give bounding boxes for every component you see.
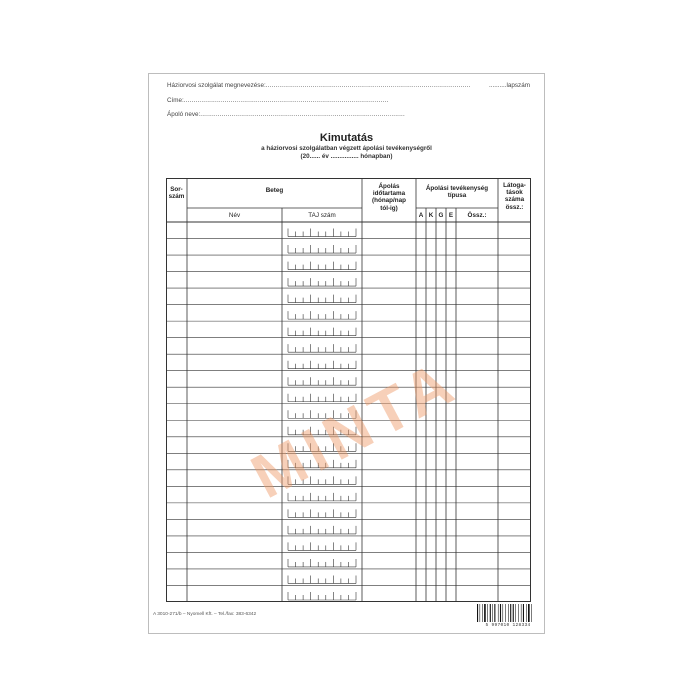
barcode-icon xyxy=(476,604,540,624)
address-field xyxy=(167,97,389,104)
header-visit-count: Látoga- tások száma össz.: xyxy=(503,182,526,211)
barcode-bar xyxy=(513,604,514,622)
barcode-bar xyxy=(505,604,506,622)
nurse-name-label: Ápoló neve: xyxy=(167,111,201,118)
barcode-bar xyxy=(523,604,524,622)
barcode-bar xyxy=(494,604,495,622)
header-taj-number: TAJ szám xyxy=(308,212,336,219)
form-code-footer: A 3010-271/b – Nyomell Kft. – Tel./fax: 383-6342 xyxy=(153,612,257,617)
nurse-name-field xyxy=(167,111,405,118)
service-name-label: Háziorvosi szolgálat megnevezése: xyxy=(167,82,266,89)
service-name-dots: ......................................................................................................... xyxy=(265,82,471,89)
nurse-name-dots: ......................................................................................................... xyxy=(200,111,405,118)
address-label: Címe: xyxy=(167,97,184,104)
header-patient: Beteg xyxy=(265,187,284,194)
address-dots: ......................................................................................................... xyxy=(183,97,389,104)
barcode-bar xyxy=(518,604,519,622)
barcode-bar xyxy=(477,604,478,622)
barcode-bar xyxy=(484,604,486,622)
header-total: Össz.: xyxy=(467,212,487,219)
barcode-number: 5 997010 128334 xyxy=(485,623,531,628)
barcode-bar xyxy=(480,604,481,622)
barcode-bar xyxy=(492,604,493,622)
service-name-field xyxy=(167,82,470,89)
header-care-duration: Ápolás időtartama (hónap/nap tól-ig) xyxy=(372,183,406,212)
header-g: G xyxy=(438,212,444,219)
header-serial-number: Sor- szám xyxy=(168,186,185,201)
nursing-activity-table xyxy=(166,178,531,602)
form-title: Kimutatás xyxy=(319,132,374,144)
barcode-bar xyxy=(487,604,488,622)
page-number-field: ..........lapszám xyxy=(489,82,530,89)
barcode-bar xyxy=(500,604,501,622)
barcode-bar xyxy=(498,604,499,622)
header-a: A xyxy=(418,212,424,219)
barcode-bar xyxy=(503,604,504,622)
header-e: E xyxy=(448,212,454,219)
barcode-bar xyxy=(528,604,530,622)
barcode-bar xyxy=(482,604,483,622)
form-period-line: (20...... év ................ hónapban) xyxy=(300,153,393,160)
form-sheet xyxy=(148,73,545,634)
header-activity-type: Ápolási tevékenység típusa xyxy=(425,185,489,200)
header-name: Név xyxy=(228,212,241,219)
header-k: K xyxy=(428,212,434,219)
sample-watermark: MINTA xyxy=(240,346,469,513)
barcode-bar xyxy=(531,604,532,622)
barcode-bar xyxy=(521,604,522,622)
barcode-bar xyxy=(526,604,527,622)
form-subtitle: a háziorvosi szolgálatban végzett ápolási tevékenységről xyxy=(261,145,432,152)
barcode-bar xyxy=(515,604,516,622)
barcode-bar xyxy=(508,604,509,622)
barcode-bar xyxy=(490,604,491,622)
barcode-bar xyxy=(510,604,511,622)
table-grid-lines xyxy=(166,178,531,602)
